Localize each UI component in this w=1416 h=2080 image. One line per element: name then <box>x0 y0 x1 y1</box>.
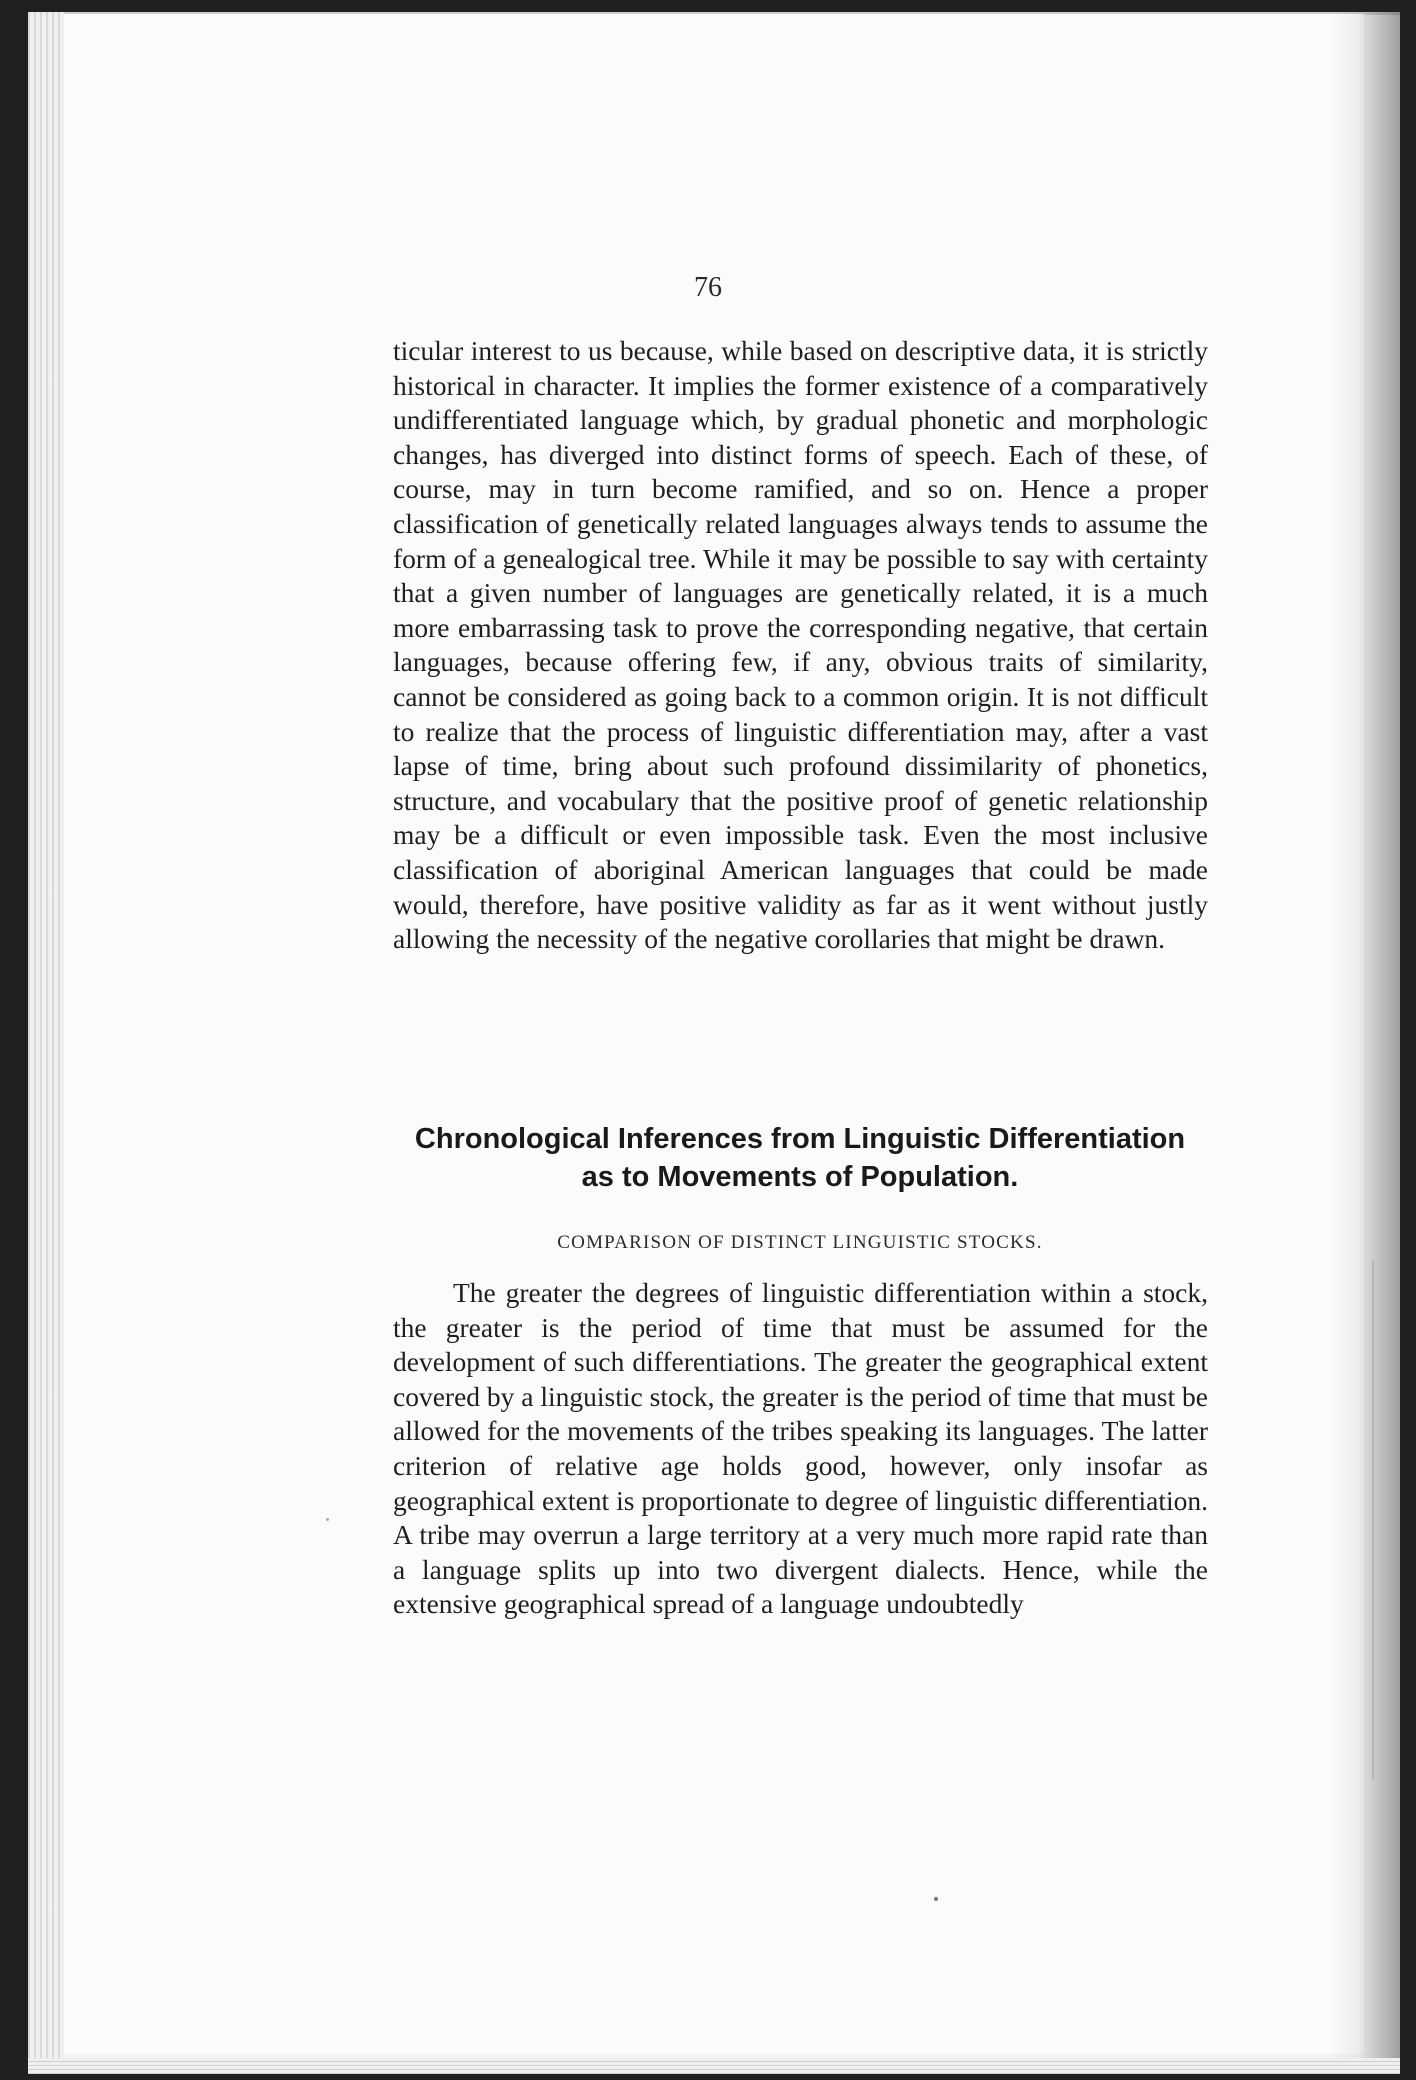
dust-speck <box>934 1897 938 1901</box>
section-heading-line-2: as to Movements of Population. <box>581 1161 1019 1193</box>
page-number: 76 <box>694 272 722 303</box>
dust-speck <box>326 1518 329 1521</box>
stacked-page-edges <box>28 12 64 2074</box>
body-text-block-1 <box>393 334 1208 957</box>
page-fold-line <box>1372 1260 1374 1780</box>
paragraph: ticular interest to us because, while based on descriptive data, it is strictly historical in character. It implies the former existence of a comparatively undifferentiated language which, by gradual phonetic and morphologic changes, has diverged into distinct forms of speech. Each of these, of course, may in turn become ramified, and so on. Hence a proper classification of genetically related languages always tends to assume the form of a genealogical tree. While it may be possible to say with certainty that a given number of languages are genetically related, it is a much more embarrassing task to prove the corresponding negative, that certain languages, because offering few, if any, obvious traits of similarity, cannot be considered as going back to a common origin. It is not difficult to realize that the process of linguistic differentiation may, after a vast lapse of time, bring about such profound dissimilarity of phonetics, structure, and vocabulary that the positive proof of genetic relationship may be a difficult or even impossible task. Even the most inclusive classification of aboriginal American languages that could be made would, therefore, have positive validity as far as it went without justly allowing the necessity of the negative corollaries that might be drawn. <box>393 335 1208 955</box>
subsection-heading: COMPARISON OF DISTINCT LINGUISTIC STOCKS. <box>557 1232 1043 1253</box>
body-text-block-2 <box>393 1276 1208 1622</box>
binding-shadow <box>1330 12 1400 2074</box>
section-heading <box>380 1120 1220 1196</box>
bottom-page-edges <box>28 2058 1400 2074</box>
page-sheet <box>64 14 1364 2054</box>
section-heading-line-1: Chronological Inferences from Linguistic Differentiation <box>414 1123 1186 1155</box>
paragraph: The greater the degrees of linguistic differentiation within a stock, the greater is the period of time that must be assumed for the development of such differentiations. The greater the geographical extent covered by a linguistic stock, the greater is the period of time that must be allowed for the movements of the tribes speaking its languages. The latter criterion of relative age holds good, however, only insofar as geographical extent is proportionate to degree of linguistic differentiation. A tribe may overrun a large territory at a very much more rapid rate than a language splits up into two divergent dialects. Hence, while the extensive geographical spread of a language undoubtedly <box>393 1277 1208 1620</box>
